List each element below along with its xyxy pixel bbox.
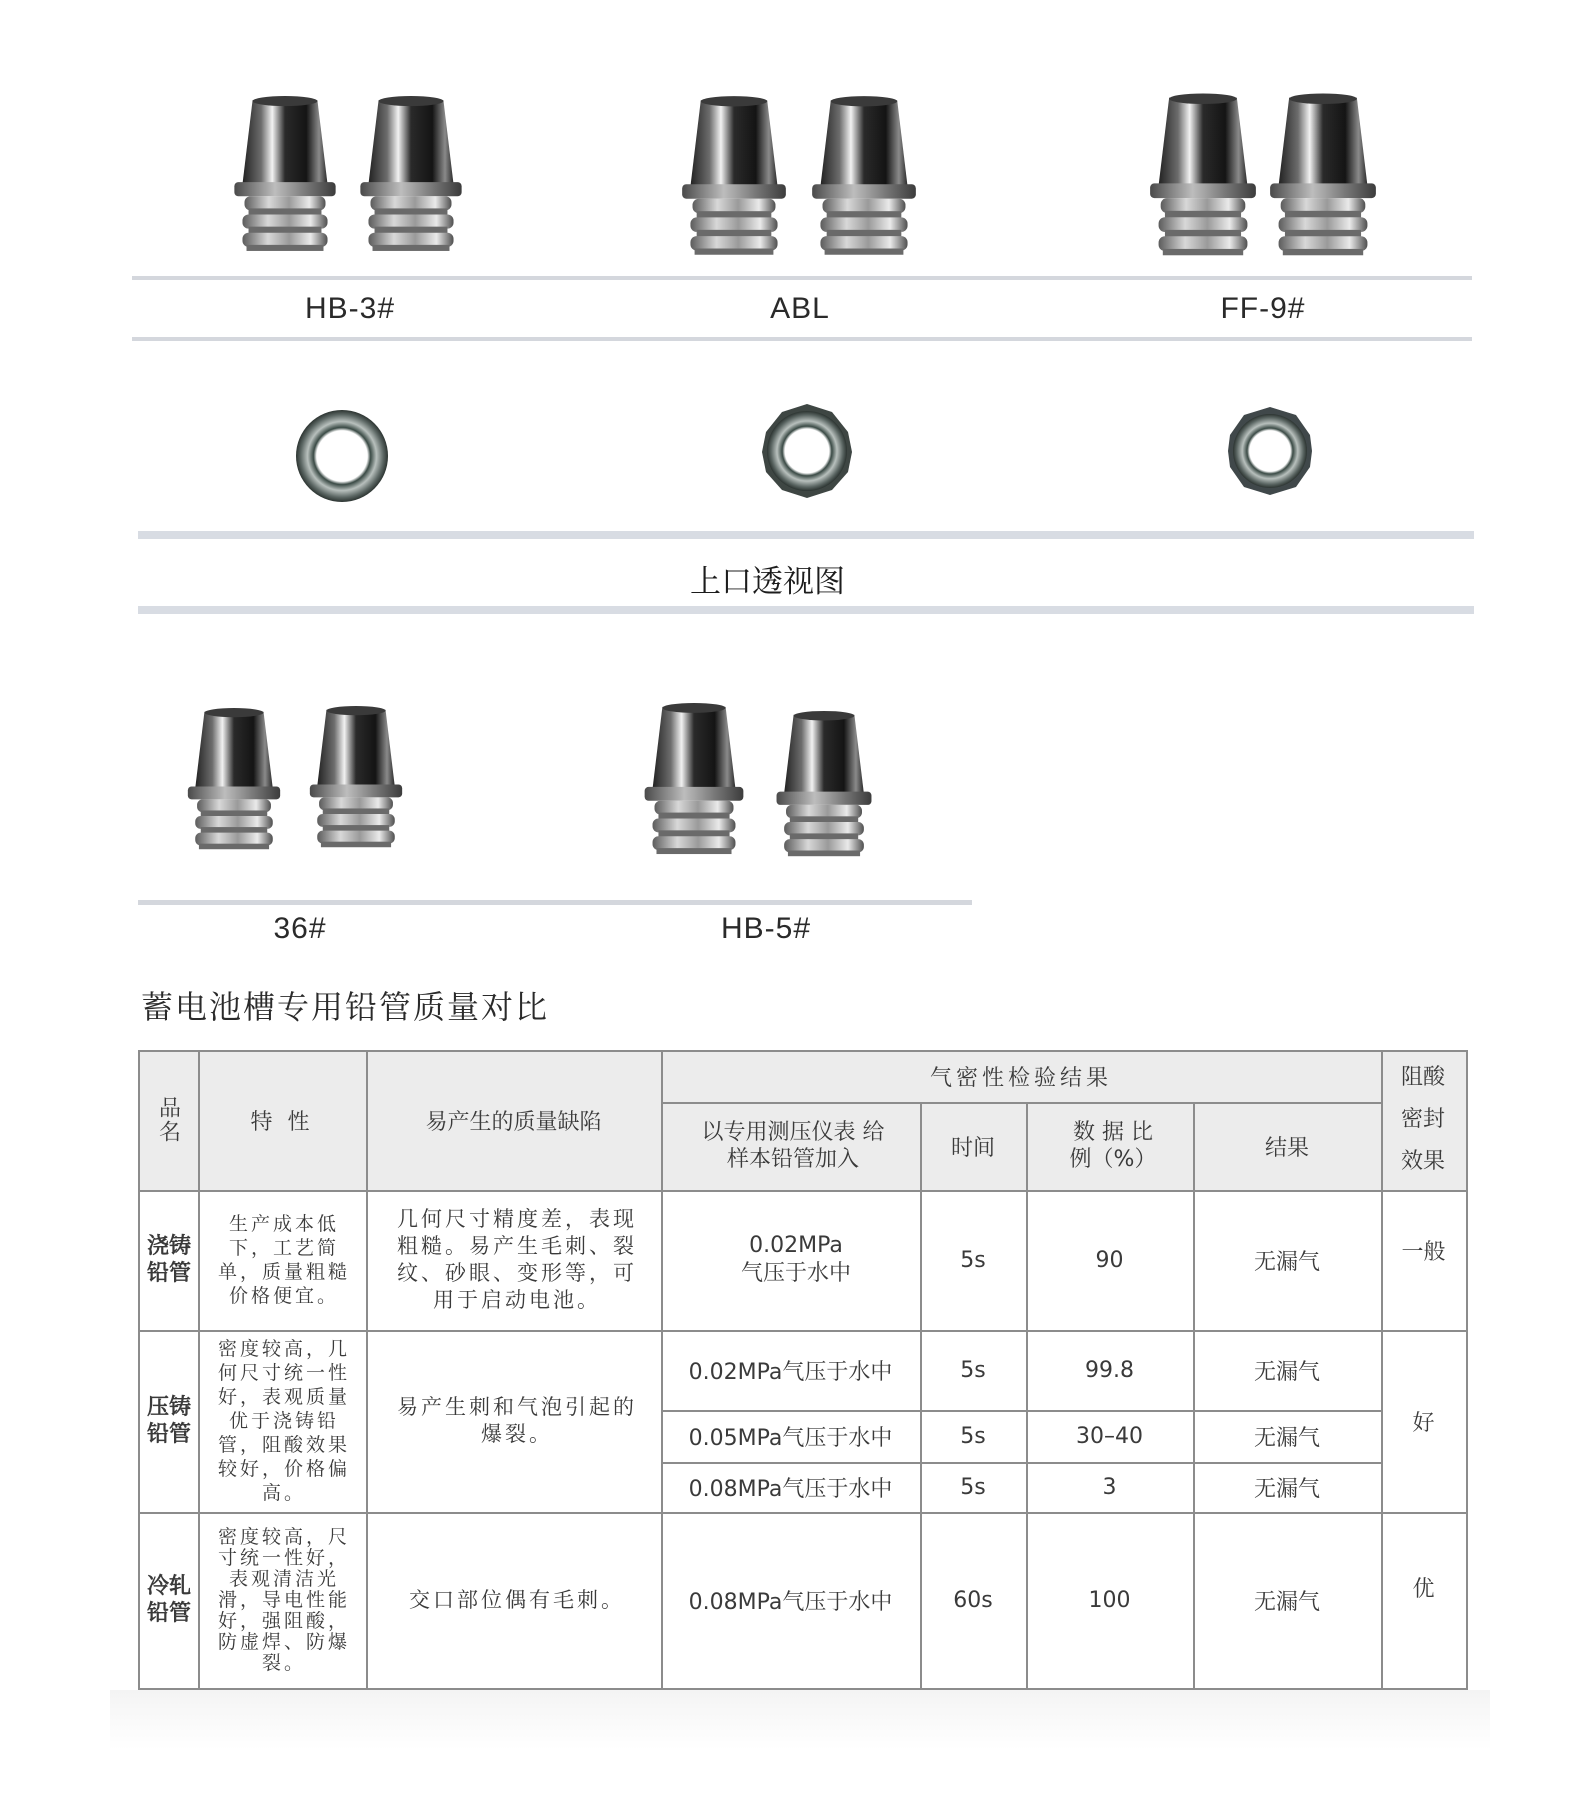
product-label-ff9: FF-9#	[1220, 292, 1306, 325]
ring-ff9	[1226, 405, 1314, 497]
row2-ratio-2: 30–40	[1076, 1423, 1143, 1449]
row2-defect: 易产生刺和气泡引起的爆裂。	[397, 1395, 637, 1446]
header-name-text: 品名	[155, 1096, 181, 1144]
header-defect: 易产生的质量缺陷	[425, 1109, 602, 1135]
product-label-36: 36#	[273, 912, 327, 945]
ff9-tube-left	[1148, 92, 1258, 262]
product-label-abl: ABL	[770, 292, 830, 325]
row1-acid: 一般	[1401, 1239, 1446, 1265]
p36-tube-right	[308, 696, 404, 860]
p36-tube-left	[186, 700, 282, 860]
row2-feature: 密度较高，几何尺寸统一性好，表观质量优于浇铸铅管，阻酸效果较好，价格偏高。	[217, 1338, 350, 1504]
quality-comparison-table	[138, 1050, 1468, 1690]
ring-abl	[760, 402, 854, 500]
header-time: 时间	[950, 1135, 995, 1161]
row1-defect: 几何尺寸精度差，表现粗糙。易产生毛刺、裂纹、砂眼、变形等，可用于启动电池。	[397, 1207, 637, 1312]
vline-8	[1466, 1050, 1468, 1690]
section-title: 上口透视图	[690, 564, 845, 600]
header-acid: 阻酸 密封 效果	[1400, 1065, 1445, 1174]
header-result: 结果	[1264, 1135, 1309, 1161]
header-feature: 特 性	[250, 1109, 314, 1135]
divider-bottom	[138, 900, 972, 905]
page-bottom-shadow	[110, 1690, 1490, 1750]
divider-top-2	[132, 337, 1472, 341]
row3-method: 0.08MPa气压于水中	[688, 1589, 893, 1615]
hb3-tube-left	[230, 95, 340, 255]
ring-hb3	[294, 408, 390, 504]
row2-time-1: 5s	[960, 1357, 986, 1383]
row2-time-2: 5s	[960, 1423, 986, 1449]
row3-acid: 优	[1412, 1576, 1435, 1602]
row1-ratio: 90	[1095, 1247, 1124, 1273]
row2-ratio-1: 99.8	[1085, 1357, 1134, 1383]
divider-top-1	[132, 276, 1472, 280]
row2-acid: 好	[1412, 1410, 1435, 1436]
row3-result: 无漏气	[1253, 1589, 1320, 1615]
hb5-tube-right	[766, 710, 882, 860]
row2-result-3: 无漏气	[1253, 1476, 1320, 1502]
header-ratio: 数 据 比例（%）	[1069, 1120, 1157, 1172]
divider-mid-1	[138, 531, 1474, 539]
header-airtight-group: 气密性检验结果	[929, 1065, 1112, 1091]
row2-result-1: 无漏气	[1253, 1359, 1320, 1385]
row3-time: 60s	[953, 1587, 993, 1613]
product-label-hb3: HB-3#	[304, 292, 396, 325]
abl-tube-right	[808, 95, 920, 261]
row2-name: 压铸 铅管	[146, 1395, 191, 1447]
header-method: 以专用测压仪表 给样本铅管加入	[701, 1120, 885, 1172]
row3-feature: 密度较高，尺寸统一性好，表观清洁光滑，导电性能好，强阻酸，防虚焊、防爆裂。	[217, 1525, 350, 1674]
row1-feature: 生产成本低下，工艺简单，质量粗糙价格便宜。	[217, 1213, 350, 1307]
divider-mid-2	[138, 606, 1474, 614]
row2-result-2: 无漏气	[1253, 1425, 1320, 1451]
hb5-tube-left	[632, 702, 756, 858]
product-label-hb5: HB-5#	[720, 912, 812, 945]
row1-time: 5s	[960, 1247, 986, 1273]
table-title: 蓄电池槽专用铅管质量对比	[141, 988, 550, 1026]
row2-ratio-3: 3	[1102, 1474, 1117, 1500]
ff9-tube-right	[1268, 92, 1378, 262]
row1-method: 0.02MPa 气压于水中	[740, 1233, 851, 1286]
row3-name: 冷轧 铅管	[146, 1574, 191, 1626]
hb3-tube-right	[356, 95, 466, 255]
row3-defect: 交口部位偶有毛刺。	[409, 1587, 625, 1612]
abl-tube-left	[678, 95, 790, 261]
row2-method-3: 0.08MPa气压于水中	[688, 1476, 893, 1502]
row1-result: 无漏气	[1253, 1249, 1320, 1275]
row2-method-2: 0.05MPa气压于水中	[688, 1425, 893, 1451]
row2-method-1: 0.02MPa气压于水中	[688, 1359, 893, 1385]
row2-time-3: 5s	[960, 1474, 986, 1500]
header-name	[138, 1050, 198, 1190]
row1-name: 浇铸 铅管	[146, 1234, 191, 1286]
row3-ratio: 100	[1088, 1587, 1131, 1613]
